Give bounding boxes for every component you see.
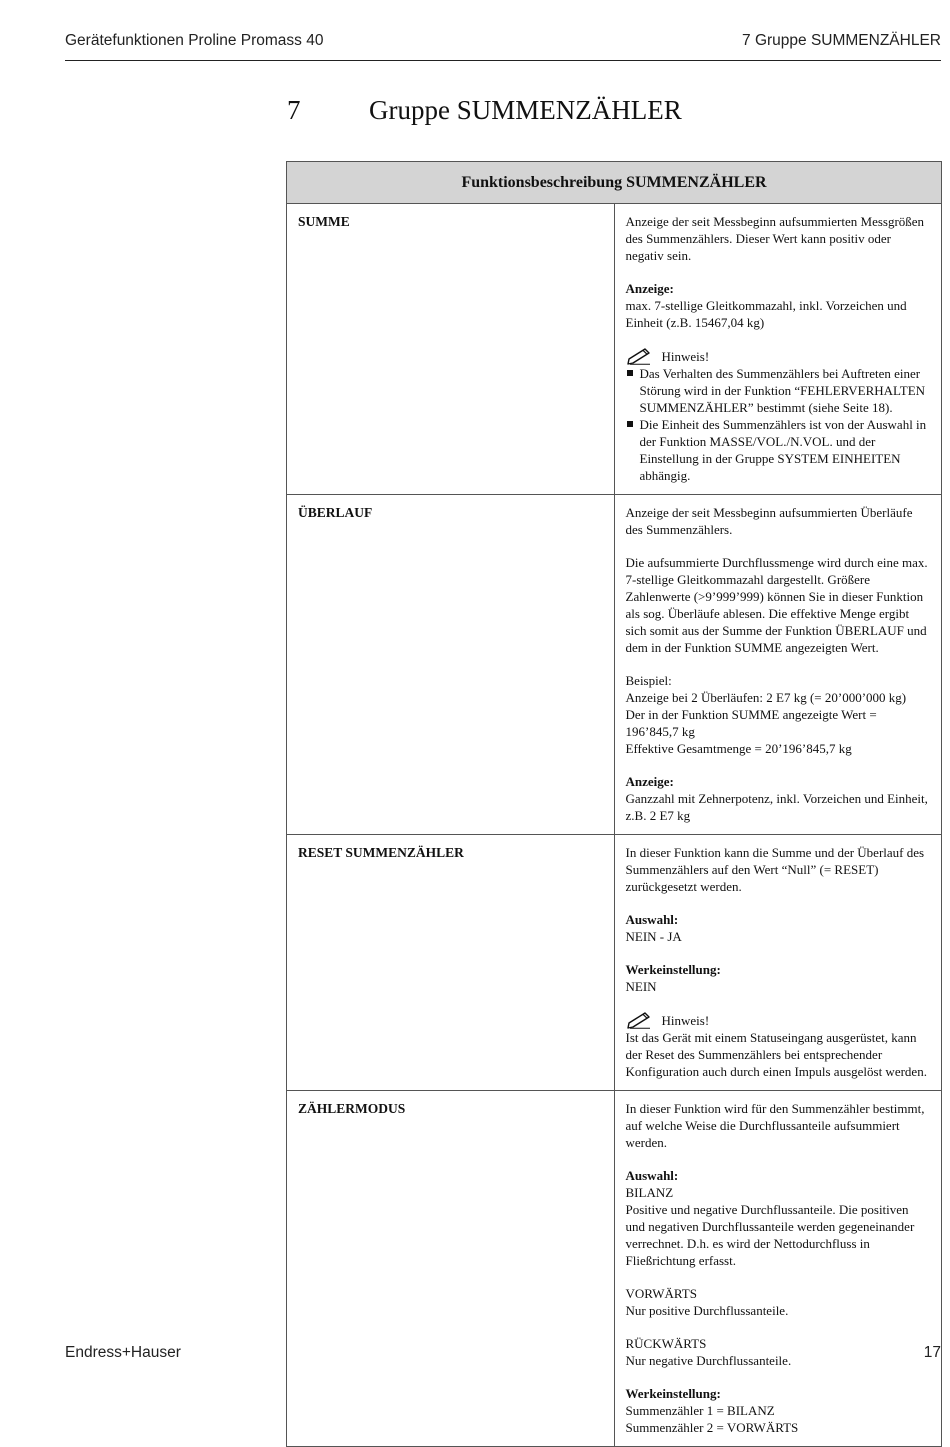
display-label: Anzeige: [625,281,674,296]
note-bullet-list [626,365,932,484]
note-heading [626,347,932,365]
default-line: Summenzähler 1 = BILANZ [625,1403,775,1418]
table-row-summe [287,204,942,495]
function-description [614,835,942,1091]
table-row-zaehlermodus [287,1091,942,1447]
chapter-number: 7 [287,95,301,125]
function-name: ÜBERLAUF [287,495,615,835]
option-name: VORWÄRTS [625,1286,697,1301]
footer-brand: Endress+Hauser [65,1344,181,1361]
page-header [65,32,941,61]
function-name: ZÄHLERMODUS [287,1091,615,1447]
row-paragraph: Die aufsummierte Durchflussmenge wird durch eine max. 7-stellige Gleitkommazahl dargestellt. Größere Zahlenwerte (>9’999’999) können Sie in dieser Funktion als sog. Überläufe ablesen. Die effektive Menge ergibt sich somit aus der Summe der Funktion ÜBERLAUF und dem in der Funktion SUMME angezeigten Wert. [625,555,928,655]
table-row-reset [287,835,942,1091]
function-name: SUMME [287,204,615,495]
example-line: Anzeige bei 2 Überläufen: 2 E7 kg (= 20’000’000 kg) [625,690,907,705]
display-text: Ganzzahl mit Zehnerpotenz, inkl. Vorzeichen und Einheit, z.B. 2 E7 kg [625,791,928,823]
list-item: Das Verhalten des Summenzählers bei Auftreten einer Störung wird in der Funktion “FEHLERVERHALTEN SUMMENZÄHLER” bestimmt (siehe Seite 18). [626,365,932,416]
display-block [626,773,932,824]
default-label: Werkeinstellung: [625,1386,721,1401]
display-label: Anzeige: [625,774,674,789]
note-text: Ist das Gerät mit einem Statuseingang ausgerüstet, kann der Reset des Summenzählers bei entsprechender Konfiguration auch durch einen Impuls ausgelöst werden. [625,1030,927,1079]
page-footer [65,1344,941,1362]
header-section-title: 7 Gruppe SUMMENZÄHLER [742,32,941,49]
example-line: Effektive Gesamtmenge = 20’196’845,7 kg [625,741,852,756]
note-block [626,1011,932,1080]
pencil-note-icon [626,347,652,365]
example-block [626,672,932,757]
default-block [626,1385,932,1436]
table-row-ueberlauf [287,495,942,835]
function-description [614,204,942,495]
note-label: Hinweis! [661,1013,710,1028]
function-description [614,495,942,835]
table-header-row [287,162,942,204]
choice-block [626,911,932,945]
option-name: RÜCKWÄRTS [625,1336,707,1351]
example-line: Der in der Funktion SUMME angezeigte Wert = 196’845,7 kg [625,707,877,739]
choice-label: Auswahl: [625,912,679,927]
header-doc-title: Gerätefunktionen Proline Promass 40 [65,32,324,49]
table-heading: Funktionsbeschreibung SUMMENZÄHLER [287,162,942,204]
option-block [626,1285,932,1319]
function-description [614,1091,942,1447]
option-name: BILANZ [625,1185,674,1200]
row-intro: In dieser Funktion wird für den Summenzähler bestimmt, auf welche Weise die Durchflussanteile aufsummiert werden. [625,1101,925,1150]
row-intro: Anzeige der seit Messbeginn aufsummierten Überläufe des Summenzählers. [625,505,913,537]
list-item: Die Einheit des Summenzählers ist von der Auswahl in der Funktion MASSE/VOL./N.VOL. und der Einstellung in der Gruppe SYSTEM EINHEITEN abhängig. [626,416,932,484]
note-block [626,347,932,484]
function-name: RESET SUMMENZÄHLER [287,835,615,1091]
display-text: max. 7-stellige Gleitkommazahl, inkl. Vorzeichen und Einheit (z.B. 15467,04 kg) [625,298,907,330]
chapter-title: Gruppe SUMMENZÄHLER [369,95,682,125]
choice-block [626,1167,932,1269]
page-number: 17 [923,1344,941,1361]
option-text: Nur negative Durchflussanteile. [625,1353,792,1368]
default-block [626,961,932,995]
pencil-note-icon [626,1011,652,1029]
choice-label: Auswahl: [625,1168,679,1183]
row-intro: In dieser Funktion kann die Summe und der Überlauf des Summenzählers auf den Wert “Null” (= RESET) zurückgesetzt werden. [625,845,925,894]
display-block [626,280,932,331]
option-text: Nur positive Durchflussanteile. [625,1303,789,1318]
note-label: Hinweis! [661,349,710,364]
default-label: Werkeinstellung: [625,962,721,977]
default-line: Summenzähler 2 = VORWÄRTS [625,1420,799,1435]
option-text: Positive und negative Durchflussanteile. Die positiven und negativen Durchflussanteile werden gegeneinander verrechnet. D.h. es wird der Nettodurchfluss in Fließrichtung erfasst. [625,1202,915,1268]
function-table [286,161,942,1447]
example-line: Beispiel: [625,673,672,688]
choice-text: NEIN - JA [625,929,682,944]
note-heading [626,1011,932,1029]
row-intro: Anzeige der seit Messbeginn aufsummierten Messgrößen des Summenzählers. Dieser Wert kann positiv oder negativ sein. [625,214,925,263]
default-text: NEIN [625,979,657,994]
